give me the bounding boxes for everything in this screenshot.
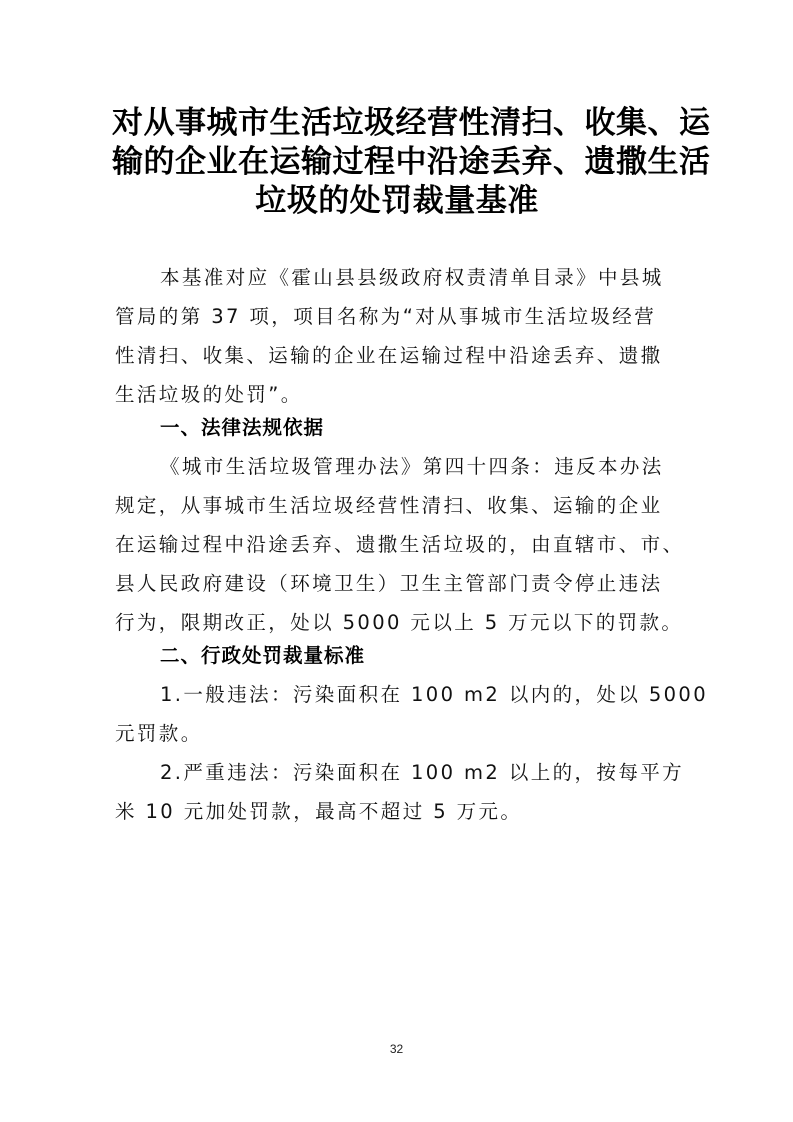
paragraph-line: 《城市生活垃圾管理办法》第四十四条：违反本办法	[160, 455, 664, 478]
paragraph-line: 本基准对应《霍山县县级政府权责清单目录》中县城	[160, 266, 664, 289]
paragraph-line: 县人民政府建设（环境卫生）卫生主管部门责令停止违法	[115, 572, 663, 595]
paragraph-line: 2.严重违法：污染面积在 100 m2 以上的，按每平方	[160, 761, 685, 784]
paragraph-line: 行为，限期改正，处以 5000 元以上 5 万元以下的罚款。	[115, 611, 684, 634]
page-number: 32	[389, 1042, 404, 1056]
standard-item-general	[115, 675, 709, 753]
document-title	[112, 104, 711, 221]
title-line: 垃圾的处罚裁量基准	[255, 183, 539, 219]
paragraph-line: 1.一般违法：污染面积在 100 m2 以内的，处以 5000	[160, 683, 709, 706]
legal-basis-paragraph	[115, 447, 690, 642]
standard-item-serious	[115, 753, 690, 831]
section-heading-discretion-standard: 二、行政处罚裁量标准	[160, 644, 366, 667]
paragraph-line: 在运输过程中沿途丢弃、遗撒生活垃圾的，由直辖市、市、	[115, 533, 685, 556]
paragraph-line: 性清扫、收集、运输的企业在运输过程中沿途丢弃、遗撒	[115, 344, 663, 367]
paragraph-line: 生活垃圾的处罚”。	[115, 383, 303, 406]
intro-paragraph	[115, 258, 690, 414]
title-line: 对从事城市生活垃圾经营性清扫、收集、运	[112, 105, 711, 141]
paragraph-line: 元罚款。	[115, 722, 203, 745]
paragraph-line: 规定，从事城市生活垃圾经营性清扫、收集、运输的企业	[115, 494, 663, 517]
paragraph-line: 米 10 元加处罚款，最高不超过 5 万元。	[115, 800, 523, 823]
section-heading-legal-basis: 一、法律法规依据	[160, 416, 325, 439]
paragraph-line: 管局的第 37 项，项目名称为“对从事城市生活垃圾经营	[115, 305, 657, 328]
title-line: 输的企业在运输过程中沿途丢弃、遗撒生活	[112, 144, 711, 180]
